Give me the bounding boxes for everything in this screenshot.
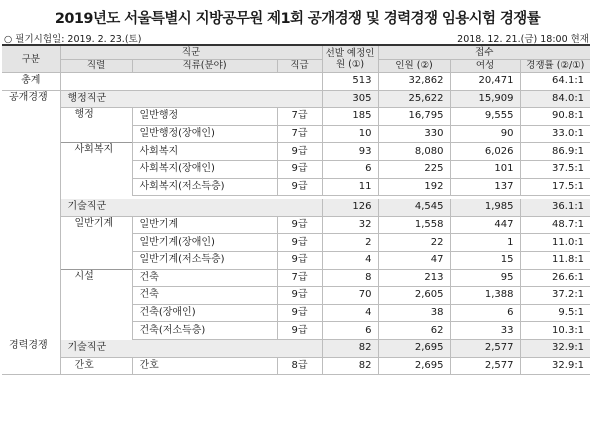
field-cell: 건축(장애인) — [132, 304, 277, 322]
planned-cell: 2 — [322, 234, 378, 252]
ratio-cell: 9.5:1 — [520, 304, 590, 322]
header-jikgeup: 직급 — [277, 59, 322, 73]
field-cell: 사회복지 — [132, 143, 277, 161]
admin-group-row — [2, 90, 590, 108]
grade-cell: 9급 — [277, 304, 322, 322]
planned-cell: 8 — [322, 269, 378, 287]
header-female: 여성 — [450, 59, 520, 73]
planned-cell: 82 — [322, 357, 378, 375]
female-cell: 101 — [450, 160, 520, 178]
admin-group-planned: 305 — [322, 90, 378, 108]
planned-cell: 185 — [322, 108, 378, 126]
planned-cell: 6 — [322, 322, 378, 340]
ratio-cell: 32.9:1 — [520, 357, 590, 375]
planned-cell: 70 — [322, 287, 378, 305]
competition-rate-table — [2, 44, 590, 375]
table-row — [2, 143, 590, 161]
field-cell: 건축 — [132, 269, 277, 287]
header-applicants: 인원 (②) — [378, 59, 450, 73]
female-cell: 9,555 — [450, 108, 520, 126]
ratio-cell: 11.8:1 — [520, 251, 590, 269]
table-row — [2, 269, 590, 287]
admin-group-female: 15,909 — [450, 90, 520, 108]
field-cell: 일반행정 — [132, 108, 277, 126]
female-cell: 90 — [450, 125, 520, 143]
applicants-cell: 2,695 — [378, 357, 450, 375]
grade-cell: 7급 — [277, 125, 322, 143]
planned-cell: 32 — [322, 216, 378, 234]
applicants-cell: 1,558 — [378, 216, 450, 234]
category-career: 경력경쟁 — [2, 339, 60, 374]
category-open: 공개경쟁 — [2, 90, 60, 339]
applicants-cell: 330 — [378, 125, 450, 143]
table-row — [2, 108, 590, 126]
ratio-cell: 26.6:1 — [520, 269, 590, 287]
header-gubun: 구분 — [2, 45, 60, 73]
total-ratio: 64.1:1 — [520, 73, 590, 91]
header-ratio: 경쟁률 (②/①) — [520, 59, 590, 73]
header-jikryu: 직류(분야) — [132, 59, 277, 73]
ratio-cell: 86.9:1 — [520, 143, 590, 161]
grade-cell: 7급 — [277, 108, 322, 126]
field-cell: 일반행정(장애인) — [132, 125, 277, 143]
grade-cell: 9급 — [277, 178, 322, 196]
grade-cell: 9급 — [277, 143, 322, 161]
total-female: 20,471 — [450, 73, 520, 91]
admin-group-applicants: 25,622 — [378, 90, 450, 108]
female-cell: 1,388 — [450, 287, 520, 305]
female-cell: 6,026 — [450, 143, 520, 161]
ratio-cell: 37.5:1 — [520, 160, 590, 178]
ratio-cell: 11.0:1 — [520, 234, 590, 252]
applicants-cell: 22 — [378, 234, 450, 252]
tech-group-planned: 126 — [322, 199, 378, 216]
female-cell: 33 — [450, 322, 520, 340]
field-cell: 일반기계(장애인) — [132, 234, 277, 252]
header-receipt: 접수 — [378, 45, 590, 59]
total-label: 총계 — [2, 73, 60, 91]
field-cell: 건축(저소득층) — [132, 322, 277, 340]
female-cell: 447 — [450, 216, 520, 234]
page-title: 2019년도 서울특별시 지방공무원 제1회 공개경쟁 및 경력경쟁 임용시험 경쟁률 — [54, 11, 541, 27]
field-cell: 일반기계 — [132, 216, 277, 234]
field-cell: 간호 — [132, 357, 277, 375]
applicants-cell: 213 — [378, 269, 450, 287]
applicants-cell: 62 — [378, 322, 450, 340]
tech-group-label: 기술직군 — [60, 199, 322, 216]
grade-cell: 9급 — [277, 160, 322, 178]
female-cell: 6 — [450, 304, 520, 322]
field-cell: 사회복지(장애인) — [132, 160, 277, 178]
admin-group-label: 행정직군 — [60, 90, 322, 108]
female-cell: 1 — [450, 234, 520, 252]
ratio-cell: 33.0:1 — [520, 125, 590, 143]
tech-group-ratio: 36.1:1 — [520, 199, 590, 216]
planned-cell: 4 — [322, 251, 378, 269]
planned-cell: 11 — [322, 178, 378, 196]
admin-group-ratio: 84.0:1 — [520, 90, 590, 108]
series-cell: 시설 — [60, 269, 132, 339]
applicants-cell: 8,080 — [378, 143, 450, 161]
field-cell: 일반기계(저소득층) — [132, 251, 277, 269]
applicants-cell: 16,795 — [378, 108, 450, 126]
applicants-cell: 47 — [378, 251, 450, 269]
career-group-row — [2, 339, 590, 357]
planned-cell: 6 — [322, 160, 378, 178]
career-group-label: 기술직군 — [60, 339, 322, 357]
applicants-cell: 192 — [378, 178, 450, 196]
planned-cell: 93 — [322, 143, 378, 161]
female-cell: 15 — [450, 251, 520, 269]
table-row — [2, 357, 590, 375]
ratio-cell: 48.7:1 — [520, 216, 590, 234]
current-as-of: 2018. 12. 21.(금) 18:00 현재 — [457, 34, 589, 45]
planned-cell: 4 — [322, 304, 378, 322]
series-cell: 행정 — [60, 108, 132, 143]
applicants-cell: 225 — [378, 160, 450, 178]
grade-cell: 9급 — [277, 216, 322, 234]
planned-cell: 10 — [322, 125, 378, 143]
tech-group-female: 1,985 — [450, 199, 520, 216]
female-cell: 95 — [450, 269, 520, 287]
applicants-cell: 38 — [378, 304, 450, 322]
header-planned: 선발 예정인원 (①) — [322, 45, 378, 73]
total-applicants: 32,862 — [378, 73, 450, 91]
exam-date: ○ 필기시험일: 2019. 2. 23.(토) — [4, 34, 142, 45]
total-planned: 513 — [322, 73, 378, 91]
female-cell: 137 — [450, 178, 520, 196]
header-jikgun: 직군 — [60, 45, 322, 59]
career-group-planned: 82 — [322, 339, 378, 357]
career-group-ratio: 32.9:1 — [520, 339, 590, 357]
female-cell: 2,577 — [450, 357, 520, 375]
series-cell: 사회복지 — [60, 143, 132, 196]
grade-cell: 9급 — [277, 234, 322, 252]
series-cell: 일반기계 — [60, 216, 132, 269]
series-cell: 간호 — [60, 357, 132, 375]
grade-cell: 9급 — [277, 322, 322, 340]
ratio-cell: 17.5:1 — [520, 178, 590, 196]
grade-cell: 7급 — [277, 269, 322, 287]
tech-group-row — [2, 199, 590, 216]
grade-cell: 8급 — [277, 357, 322, 375]
applicants-cell: 2,605 — [378, 287, 450, 305]
grade-cell: 9급 — [277, 287, 322, 305]
field-cell: 사회복지(저소득층) — [132, 178, 277, 196]
career-group-female: 2,577 — [450, 339, 520, 357]
field-cell: 건축 — [132, 287, 277, 305]
career-group-applicants: 2,695 — [378, 339, 450, 357]
ratio-cell: 10.3:1 — [520, 322, 590, 340]
table-row — [2, 216, 590, 234]
tech-group-applicants: 4,545 — [378, 199, 450, 216]
header-jikryeol: 직렬 — [60, 59, 132, 73]
ratio-cell: 37.2:1 — [520, 287, 590, 305]
total-row — [2, 73, 590, 91]
ratio-cell: 90.8:1 — [520, 108, 590, 126]
grade-cell: 9급 — [277, 251, 322, 269]
